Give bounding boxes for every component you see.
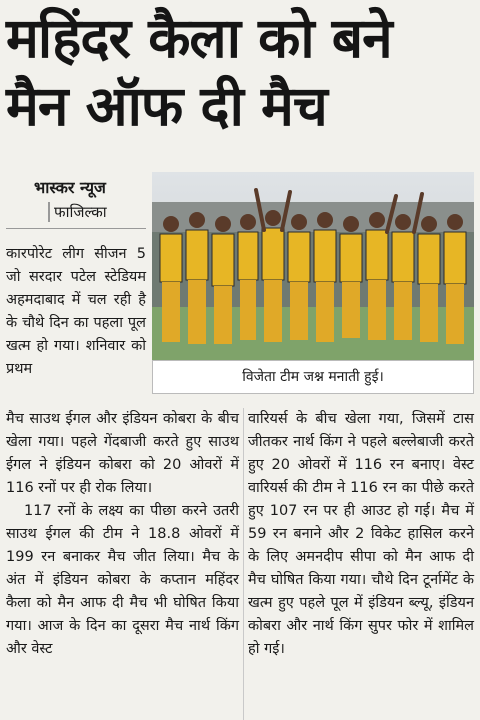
article-paragraph: मैच साउथ ईगल और इंडियन कोबरा के बीच खेला गया। पहले गेंदबाजी करते हुए साउथ ईगल ने इंडियन कोबरा को 20 ओवरों में 116 रनों पर ही रोक लिया। [6,411,239,496]
article-column-2 [6,408,239,661]
headline [6,4,476,140]
article-column-1 [6,243,146,381]
article-paragraph: वारियर्स के बीच खेला गया, जिसमें टास जीतकर नार्थ किंग ने पहले बल्लेबाजी करते हुए 20 ओवरों में 116 रन बनाए। वेस्ट वारियर्स की टीम ने 116 रन का पीछे करते हुए 107 रन पर ही आउट हो गई। मैच में 59 रन बनाने और 2 विकेट हासिल करने के लिए अमनदीप सीपा को मैन आफ दी मैच घोषित किया गया। चौथे दिन टूर्नामेंट के खत्म हुए पहले पूल में इंडियन ब्ल्यू, इंडियन कोबरा और नार्थ किंग सुपर फोर में शामिल हो गई। [248,411,474,657]
article-paragraph: 117 रनों के लक्ष्य का पीछा करने उतरी साउथ ईगल की टीम ने 18.8 ओवरों में 199 रन बनाकर मैच जीत लिया। मैच के अंत में इंडियन कोबरा के कप्तान महिंदर कैला को मैन आफ दी मैच भी घोषित किया गया। आज के दिन का दूसरा मैच नार्थ किंग और वेस्ट [6,503,239,657]
headline-line-2: मैन ऑफ दी मैच [6,74,327,138]
article-column-3 [248,408,474,661]
team-photo [152,172,474,360]
column-divider [243,408,244,720]
byline-source: भास्कर न्यूज [34,178,106,197]
byline-divider [6,228,146,229]
byline-place: फाजिल्का [48,202,146,222]
headline-line-1: महिंदर कैला को बने [6,6,392,70]
byline [6,176,146,222]
photo-caption: विजेता टीम जश्न मनाती हुई। [152,360,474,394]
article-paragraph: कारपोरेट लीग सीजन 5 जो सरदार पटेल स्टेडियम अहमदाबाद में चल रही है के चौथे दिन का पहला पूल खत्म हो गया। शनिवार को प्रथम [6,246,146,377]
